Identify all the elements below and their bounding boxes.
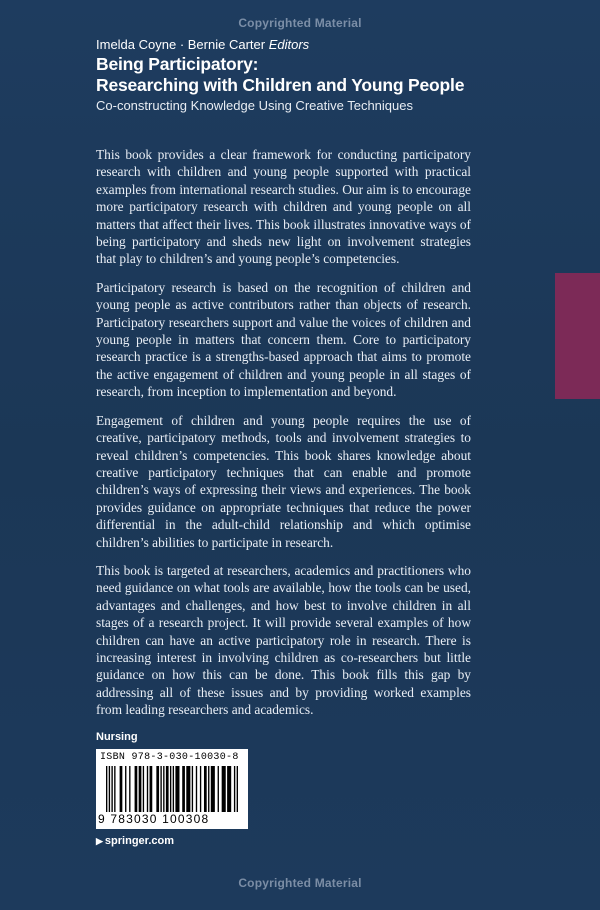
barcode-bar (196, 766, 197, 812)
barcode-bar (129, 766, 130, 812)
book-title (96, 54, 566, 96)
barcode-bar (175, 766, 179, 812)
barcode-bar (111, 766, 112, 812)
barcode-bar (120, 766, 123, 812)
barcode-bar (170, 766, 171, 812)
title-line-1: Being Participatory: (96, 54, 259, 74)
title-line-2: Researching with Children and Young People (96, 75, 465, 95)
arrow-right-icon: ▶ (96, 835, 103, 846)
editors-names: Imelda Coyne · Bernie Carter (96, 37, 266, 52)
isbn-label: ISBN 978-3-030-10030-8 (100, 752, 239, 763)
blurb-paragraph-3: Engagement of children and young people requires the use of creative, participatory methods, tools and involvement strategies to reveal children’s competencies. This book shares knowledge about creative participatory techniques that can enable and promote children’s ways of expressing their views and experiences. The book provides guidance on appropriate techniques that reduce the power differential in the adult-child relationship and which optimise children’s abilities to participate in research. (96, 412, 471, 550)
barcode-bar (237, 766, 238, 812)
barcode-bar (163, 766, 164, 812)
barcode-bar (147, 766, 148, 812)
barcode-bar (204, 766, 207, 812)
barcode-bar (160, 766, 161, 812)
barcode-bar (222, 766, 226, 812)
barcode-bar (208, 766, 209, 812)
barcode-bar (186, 766, 190, 812)
isbn-barcode (96, 749, 248, 829)
editors-role: Editors (268, 37, 310, 52)
barcode-bar (106, 766, 107, 812)
book-subtitle: Co-constructing Knowledge Using Creative Techniques (96, 98, 413, 113)
barcode-bar (156, 766, 159, 812)
barcode-bar (125, 766, 126, 812)
barcode-bar (135, 766, 138, 812)
blurb-paragraph-2: Participatory research is based on the recognition of children and young people as active contributors rather than objects of research. Participatory researchers support and value the voices of children and young people in matters that concern them. Core to participatory research practice is a strengths-based approach that aims to promote the active engagement of children and young people in all stages of research, from inception to implementation and beyond. (96, 279, 471, 400)
barcode-bar (139, 766, 142, 812)
barcode-bar (200, 766, 201, 812)
watermark-top: Copyrighted Material (238, 16, 362, 30)
blurb (96, 146, 471, 730)
barcode-bar (234, 766, 235, 812)
barcode-bar (227, 766, 231, 812)
publisher-name: springer.com (104, 835, 174, 847)
barcode-bar (114, 766, 115, 812)
barcode-bar (173, 766, 174, 812)
subject-label: Nursing (96, 731, 138, 743)
barcode-bar (218, 766, 219, 812)
barcode-bar (143, 766, 144, 812)
watermark-bottom: Copyrighted Material (238, 876, 362, 890)
accent-bar (555, 273, 600, 399)
barcode-bar (182, 766, 185, 812)
blurb-paragraph-1: This book provides a clear framework for conducting participatory research with children and young people supported with practical examples from international research studies. Our aim is to encourage more participatory research with children and young people on all matters that affect their lives. This book illustrates innovative ways of being participatory and sheds new light on involvement strategies that play to children’s and young people’s competencies. (96, 147, 471, 267)
editors-line (96, 37, 309, 52)
ean-digits: 9 783030 100308 (98, 812, 210, 826)
publisher (96, 835, 174, 847)
barcode-bars (106, 766, 238, 812)
barcode-bar (109, 766, 110, 812)
barcode-bar (150, 766, 153, 812)
barcode-bar (166, 766, 169, 812)
blurb-paragraph-4: This book is targeted at researchers, academics and practitioners who need guidance on what tools are available, how the tools can be used, advantages and challenges, and how best to involve children in all stages of a research project. It will provide several examples of how children can have an active participatory role in research. There is increasing interest in involving children as co-researchers but little guidance on how this can be done. This book fills this gap by addressing all of these issues and by providing worked examples from leading researchers and academics. (96, 562, 471, 718)
barcode-bar (192, 766, 193, 812)
barcode-bar (211, 766, 215, 812)
